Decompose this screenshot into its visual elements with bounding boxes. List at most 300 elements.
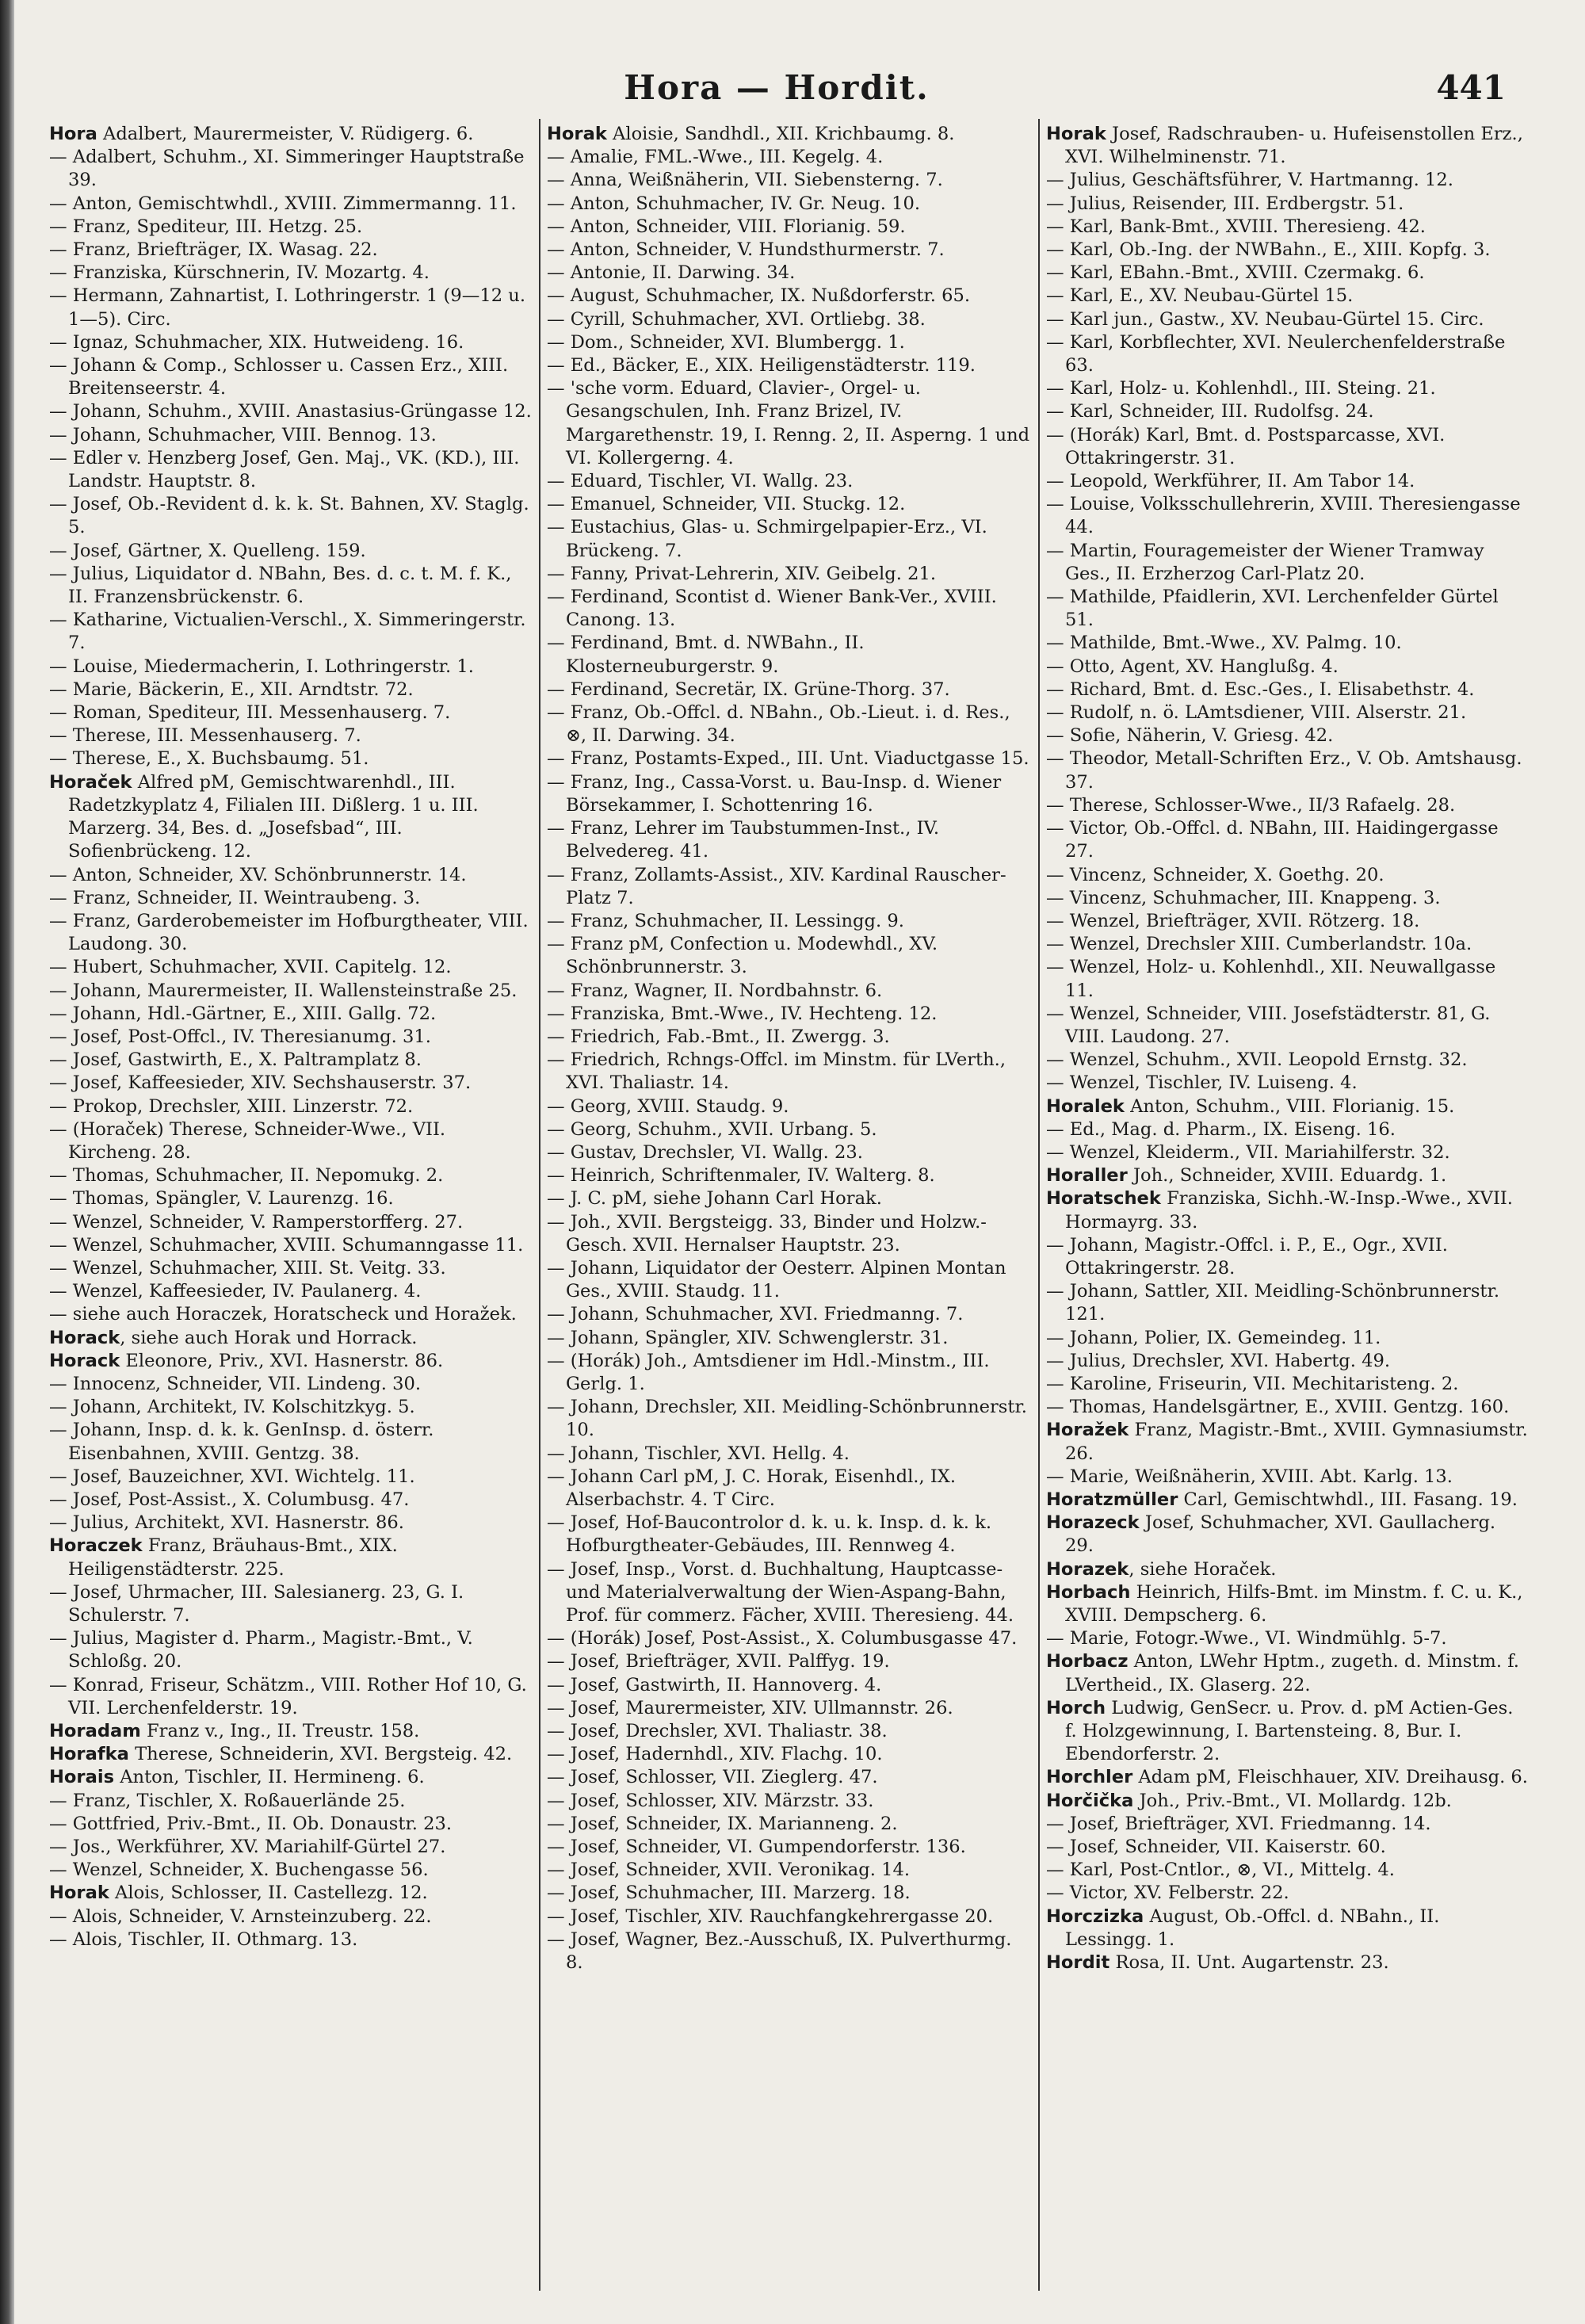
entry-text: Josef, Radschrauben- u. Hufeisenstollen Erz., XVI. Wilhelminenstr. 71. (1065, 124, 1523, 168)
directory-entry (547, 169, 1030, 192)
directory-entry (1046, 285, 1530, 308)
entry-text: — Anna, Weißnäherin, VII. Siebensterng. 7. (547, 170, 943, 191)
entry-text: — Friedrich, Fab.-Bmt., II. Zwergg. 3. (547, 1026, 890, 1047)
directory-entry (49, 1859, 533, 1882)
entry-text: — Vincenz, Schneider, X. Goethg. 20. (1046, 864, 1384, 885)
entry-text: — Johann, Maurermeister, II. Wallensteinstraße 25. (49, 980, 518, 1001)
entry-text: Franz, Bräuhaus-Bmt., XIX. Heiligenstädterstr. 225. (68, 1535, 398, 1580)
entry-text: — Johann, Tischler, XVI. Hellg. 4. (547, 1443, 850, 1464)
entry-text: — Karl, Post-Cntlor., ⊗, VI., Mittelg. 4. (1046, 1860, 1395, 1881)
directory-entry (49, 864, 533, 887)
directory-entry (49, 609, 533, 655)
page-number: 441 (1436, 68, 1506, 107)
entry-text: — Johann, Schuhmacher, XVI. Friedmanng. 7. (547, 1304, 964, 1325)
entry-text: — Wenzel, Schneider, VIII. Josefstädterstr. 81, G. VIII. Laudong. 27. (1046, 1003, 1491, 1047)
entry-headword: Horack (49, 1350, 120, 1371)
entry-text: — Johann & Comp., Schlosser u. Cassen Erz., XIII. Breitenseerstr. 4. (49, 355, 509, 399)
entry-headword: Horažek (1046, 1420, 1129, 1441)
entry-text: — Johann, Sattler, XII. Meidling-Schönbrunnerstr. 121. (1046, 1281, 1500, 1325)
directory-entry (1046, 678, 1530, 701)
entry-text: — Gustav, Drechsler, VI. Wallg. 23. (547, 1141, 863, 1163)
directory-entry (49, 1003, 533, 1026)
entry-text: — Josef, Schlosser, VII. Zieglerg. 47. (547, 1767, 878, 1788)
entry-text: — Josef, Maurermeister, XIV. Ullmannstr. 26. (547, 1697, 953, 1718)
entry-text: — Victor, XV. Felberstr. 22. (1046, 1883, 1289, 1904)
entry-headword: Horaček (49, 771, 132, 793)
directory-entry (547, 864, 1030, 910)
directory-entry (49, 1928, 533, 1951)
entry-text: — Cyrill, Schuhmacher, XVI. Ortliebg. 38. (547, 308, 926, 330)
directory-entry (547, 980, 1030, 1003)
directory-entry (49, 1535, 533, 1581)
entry-text: — Josef, Wagner, Bez.-Ausschuß, IX. Pulverthurmg. 8. (547, 1928, 1012, 1974)
entry-text: — Johann, Hdl.-Gärtner, E., XIII. Gallg. 72. (49, 1003, 437, 1024)
entry-text: — Julius, Reisender, III. Erdbergstr. 51. (1046, 193, 1404, 214)
directory-entry (1046, 632, 1530, 655)
directory-entry (49, 1049, 533, 1072)
entry-headword: Horatzmüller (1046, 1489, 1178, 1510)
directory-entry (547, 1466, 1030, 1512)
entry-text: Heinrich, Hilfs-Bmt. im Minstm. f. C. u. K., XVIII. Dempscherg. 6. (1065, 1581, 1523, 1626)
entry-text: — Thomas, Schuhmacher, II. Nepomukg. 2. (49, 1165, 444, 1187)
entry-text: — Josef, Ob.-Revident d. k. k. St. Bahnen, XV. Staglg. 5. (49, 494, 529, 538)
entry-text: Franz, Magistr.-Bmt., XVIII. Gymnasiumstr. 26. (1065, 1420, 1528, 1464)
entry-text: — August, Schuhmacher, IX. Nußdorferstr. 65. (547, 285, 971, 307)
entry-text: — Franz, Briefträger, IX. Wasag. 22. (49, 239, 378, 261)
directory-entry (49, 1095, 533, 1118)
entry-text: — Roman, Spediteur, III. Messenhauserg. 7. (49, 702, 451, 724)
entry-text: Aloisie, Sandhdl., XII. Krichbaumg. 8. (606, 124, 955, 144)
entry-text: — Johann, Magistr.-Offcl. i. P., E., Ogr., XVII. Ottakringerstr. 28. (1046, 1234, 1448, 1279)
directory-entry (49, 563, 533, 609)
entry-text: — Franz, Lehrer im Taubstummen-Inst., IV. Belvedereg. 41. (547, 818, 940, 862)
entry-text: — Therese, E., X. Buchsbaumg. 51. (49, 748, 369, 770)
entry-headword: Horczizka (1046, 1905, 1144, 1927)
entry-text: — Josef, Insp., Vorst. d. Buchhaltung, Hauptcasse- und Materialverwaltung der Wien-Aspang-Bahn, Prof. für commerz. Fächer, XVIII. Theresieng. 44. (547, 1558, 1014, 1626)
directory-entry (49, 1627, 533, 1673)
directory-entry (1046, 1813, 1530, 1836)
directory-entry (1046, 747, 1530, 793)
entry-text: — Josef, Kaffeesieder, XIV. Sechshauserstr. 37. (49, 1072, 472, 1094)
directory-entry (547, 1350, 1030, 1396)
directory-entry (547, 1211, 1030, 1257)
directory-entry (1046, 308, 1530, 331)
directory-entry (547, 1003, 1030, 1026)
directory-entry (547, 1512, 1030, 1558)
entry-text: — Fanny, Privat-Lehrerin, XIV. Geibelg. 21. (547, 563, 937, 584)
directory-entry (547, 771, 1030, 817)
entry-text: — Josef, Uhrmacher, III. Salesianerg. 23, G. I. Schulerstr. 7. (49, 1581, 464, 1626)
directory-entry (49, 146, 533, 192)
entry-text: Josef, Schuhmacher, XVI. Gaullacherg. 29. (1065, 1512, 1496, 1557)
entry-text: — Joh., XVII. Bergsteigg. 33, Binder und Holzw.-Gesch. XVII. Hernalser Hauptstr. 23. (547, 1211, 987, 1256)
directory-entry (49, 656, 533, 678)
directory-entry (49, 1327, 533, 1350)
entry-text: — Konrad, Friseur, Schätzm., VIII. Rother Hof 10, G. VII. Lerchenfelderstr. 19. (49, 1674, 527, 1718)
directory-entry (49, 1303, 533, 1326)
directory-entry (1046, 1234, 1530, 1280)
directory-entry (547, 1443, 1030, 1466)
directory-entry (1046, 701, 1530, 724)
directory-entry (1046, 216, 1530, 239)
entry-headword: Horčička (1046, 1790, 1134, 1811)
entry-text: — Johann Carl pM, J. C. Horak, Eisenhdl., IX. Alserbachstr. 4. T Circ. (547, 1466, 957, 1510)
directory-entry (547, 747, 1030, 770)
directory-entry (49, 1118, 533, 1164)
directory-entry (547, 678, 1030, 701)
entry-text: — Josef, Hof-Baucontrolor d. k. u. k. Insp. d. k. k. Hofburgtheater-Gebäudes, III. Rennweg 4. (547, 1512, 992, 1557)
entry-headword: Horak (49, 1883, 109, 1904)
entry-text: , siehe Horaček. (1129, 1558, 1277, 1580)
entry-text: — 'sche vorm. Eduard, Clavier-, Orgel- u. Gesangschulen, Inh. Franz Brizel, IV. Margarethenstr. 19, I. Renng. 2, II. Asperng. 1 und VI. Kollergerng. 4. (547, 378, 1030, 468)
entry-text: — (Horák) Karl, Bmt. d. Postsparcasse, XVI. Ottakringerstr. 31. (1046, 424, 1446, 468)
directory-entry (547, 1095, 1030, 1118)
entry-text: August, Ob.-Offcl. d. NBahn., II. Lessingg. 1. (1065, 1905, 1440, 1950)
directory-entry (547, 193, 1030, 216)
entry-text: — Emanuel, Schneider, VII. Stuckg. 12. (547, 494, 906, 515)
entry-text: — Friedrich, Rchngs-Offcl. im Minstm. für LVerth., XVI. Thaliastr. 14. (547, 1049, 1006, 1094)
directory-entry (547, 701, 1030, 747)
entry-text: — Edler v. Henzberg Josef, Gen. Maj., VK. (KD.), III. Landstr. Hauptstr. 8. (49, 447, 520, 492)
entry-text: — Josef, Gärtner, X. Quelleng. 159. (49, 540, 366, 561)
entry-text: — Victor, Ob.-Offcl. d. NBahn, III. Haidingergasse 27. (1046, 818, 1499, 862)
directory-entry (49, 1350, 533, 1373)
entry-headword: Hordit (1046, 1952, 1110, 1974)
directory-entry (49, 1257, 533, 1280)
directory-entry (1046, 1790, 1530, 1813)
entry-text: — Johann, Schuhmacher, VIII. Bennog. 13. (49, 424, 437, 445)
entry-text: — Sofie, Näherin, V. Griesg. 42. (1046, 725, 1334, 747)
directory-entry (1046, 239, 1530, 262)
entry-text: — Alois, Schneider, V. Arnsteinzuberg. 22. (49, 1905, 432, 1927)
directory-entry (1046, 724, 1530, 747)
entry-text: — Wenzel, Schneider, V. Ramperstorfferg. 27. (49, 1211, 464, 1233)
directory-entry (547, 1766, 1030, 1789)
entry-text: Alois, Schlosser, II. Castellezg. 12. (109, 1883, 428, 1904)
directory-entry (547, 1141, 1030, 1164)
entry-text: — J. C. pM, siehe Johann Carl Horak. (547, 1188, 882, 1210)
entry-text: — (Horák) Joh., Amtsdiener im Hdl.-Minstm., III. Gerlg. 1. (547, 1350, 990, 1394)
entry-text: — Amalie, FML.-Wwe., III. Kegelg. 4. (547, 147, 884, 168)
entry-text: — Josef, Briefträger, XVI. Friedmanng. 14. (1046, 1813, 1431, 1834)
directory-entry (547, 1928, 1030, 1974)
entry-text: — Franz, Garderobemeister im Hofburgtheater, VIII. Laudong. 30. (49, 910, 529, 955)
directory-entry (49, 1836, 533, 1859)
directory-entry (1046, 1187, 1530, 1233)
entry-text: — Josef, Schuhmacher, III. Marzerg. 18. (547, 1883, 911, 1904)
directory-entry (1046, 1466, 1530, 1489)
entry-text: — Georg, XVIII. Staudg. 9. (547, 1095, 789, 1117)
entry-text: — Wenzel, Schneider, X. Buchengasse 56. (49, 1860, 429, 1881)
directory-entry (547, 262, 1030, 285)
directory-entry (49, 1813, 533, 1836)
directory-entry (49, 193, 533, 216)
entry-text: — Wenzel, Kaffeesieder, IV. Paulanerg. 4. (49, 1281, 422, 1302)
entry-text: — Franz, Tischler, X. Roßauerlände 25. (49, 1790, 406, 1811)
entry-text: — Johann, Insp. d. k. k. GenInsp. d. österr. Eisenbahnen, XVIII. Gentzg. 38. (49, 1420, 434, 1464)
entry-text: — Martin, Fouragemeister der Wiener Tramway Ges., II. Erzherzog Carl-Platz 20. (1046, 540, 1484, 584)
entry-text: — Josef, Gastwirth, E., X. Paltramplatz 8. (49, 1049, 422, 1071)
directory-entry (1046, 1350, 1530, 1373)
entry-text: — Josef, Schneider, VI. Gumpendorferstr. 136. (547, 1837, 966, 1858)
directory-entry (1046, 1650, 1530, 1696)
directory-entry (547, 1882, 1030, 1905)
directory-entry (1046, 1697, 1530, 1767)
entry-text: — Julius, Architekt, XVI. Hasnerstr. 86. (49, 1512, 404, 1534)
entry-text: — Karoline, Friseurin, VII. Mechitaristeng. 2. (1046, 1373, 1459, 1394)
entry-text: — Franziska, Bmt.-Wwe., IV. Hechteng. 12. (547, 1003, 938, 1024)
entry-text: — Wenzel, Kleiderm., VII. Mariahilferstr. 32. (1046, 1141, 1450, 1163)
directory-entry (1046, 1118, 1530, 1141)
directory-entry (49, 123, 533, 146)
directory-entry (547, 563, 1030, 586)
directory-entry (1046, 933, 1530, 956)
directory-entry (547, 1257, 1030, 1303)
entry-headword: Horbach (1046, 1581, 1131, 1603)
entry-headword: Horazeck (1046, 1512, 1140, 1534)
directory-entry (547, 377, 1030, 470)
directory-entry (49, 1720, 533, 1743)
directory-entry (1046, 1280, 1530, 1326)
directory-entry (547, 1836, 1030, 1859)
entry-text: — Adalbert, Schuhm., XI. Simmeringer Hauptstraße 39. (49, 147, 525, 191)
entry-text: — Mathilde, Bmt.-Wwe., XV. Palmg. 10. (1046, 633, 1402, 654)
directory-entry (49, 331, 533, 354)
directory-entry (49, 1674, 533, 1720)
directory-entry (49, 1743, 533, 1766)
entry-text: — Karl, Schneider, III. Rudolfsg. 24. (1046, 401, 1374, 422)
entry-text: — Ferdinand, Scontist d. Wiener Bank-Ver., XVIII. Canong. 13. (547, 587, 997, 631)
entry-text: — Rudolf, n. ö. LAmtsdiener, VIII. Alserstr. 21. (1046, 702, 1467, 724)
directory-entry (49, 771, 533, 864)
directory-entry (547, 216, 1030, 239)
directory-entry (49, 1026, 533, 1049)
entry-text: — Katharine, Victualien-Verschl., X. Simmeringerstr. 7. (49, 610, 526, 654)
directory-entry (49, 1072, 533, 1095)
directory-entry (547, 470, 1030, 493)
entry-text: — Josef, Post-Assist., X. Columbusg. 47. (49, 1489, 410, 1510)
directory-entry (49, 1396, 533, 1419)
directory-entry (49, 1489, 533, 1512)
directory-entry (547, 1813, 1030, 1836)
directory-entry (547, 1396, 1030, 1442)
entry-text: — Eduard, Tischler, VI. Wallg. 23. (547, 471, 854, 492)
entry-text: — Louise, Volksschullehrerin, XVIII. Theresiengasse 44. (1046, 494, 1521, 538)
directory-entry (1046, 1558, 1530, 1581)
entry-text: — Georg, Schuhm., XVII. Urbang. 5. (547, 1118, 877, 1140)
directory-entry (49, 424, 533, 447)
directory-entry (49, 262, 533, 285)
entry-headword: Horchler (1046, 1767, 1133, 1788)
entry-text: — Wenzel, Schuhmacher, XVIII. Schumanngasse 11. (49, 1234, 524, 1256)
entry-text: — Franz pM, Confection u. Modewhdl., XV. Schönbrunnerstr. 3. (547, 934, 938, 978)
directory-entry (547, 123, 1030, 146)
directory-entry (49, 216, 533, 239)
directory-entry (49, 1373, 533, 1396)
directory-entry (1046, 1373, 1530, 1396)
entry-text: — Franziska, Kürschnerin, IV. Mozartg. 4. (49, 262, 430, 284)
entry-text: — Josef, Schneider, IX. Marianneng. 2. (547, 1813, 898, 1834)
directory-entry (547, 1118, 1030, 1141)
directory-entry (49, 956, 533, 979)
entry-headword: Horazek (1046, 1558, 1129, 1580)
directory-entry (547, 1327, 1030, 1350)
entry-text: — Richard, Bmt. d. Esc.-Ges., I. Elisabethstr. 4. (1046, 678, 1475, 700)
entry-text: — Ignaz, Schuhmacher, XIX. Hutweideng. 16. (49, 331, 464, 353)
entry-text: — Josef, Schneider, XVII. Veronikag. 14. (547, 1860, 910, 1881)
directory-entry (547, 1558, 1030, 1628)
directory-entry (1046, 1905, 1530, 1951)
entry-text: — Johann, Polier, IX. Gemeindeg. 11. (1046, 1327, 1381, 1348)
entry-text: — Franz, Schneider, II. Weintraubeng. 3. (49, 887, 421, 908)
entry-text: — (Horaček) Therese, Schneider-Wwe., VII. Kircheng. 28. (49, 1118, 446, 1163)
directory-entry (49, 1466, 533, 1489)
entry-headword: Horaller (1046, 1165, 1128, 1187)
entry-text: — Hermann, Zahnartist, I. Lothringerstr. 1 (9—12 u. 1—5). Circ. (49, 285, 525, 330)
directory-entry (1046, 887, 1530, 910)
entry-headword: Horak (547, 124, 607, 144)
directory-entry (49, 887, 533, 910)
directory-entry (1046, 1836, 1530, 1859)
entry-text: — Josef, Briefträger, XVII. Palffyg. 19. (547, 1651, 890, 1672)
entry-text: — Julius, Drechsler, XVI. Habertg. 49. (1046, 1350, 1391, 1371)
entry-text: Carl, Gemischtwhdl., III. Fasang. 19. (1178, 1489, 1518, 1510)
column-2 (547, 123, 1030, 2295)
directory-entry (547, 1026, 1030, 1049)
entry-text: Eleonore, Priv., XVI. Hasnerstr. 86. (120, 1350, 444, 1371)
entry-text: — Ferdinand, Bmt. d. NWBahn., II. Klosterneuburgerstr. 9. (547, 633, 865, 677)
entry-text: — Mathilde, Pfaidlerin, XVI. Lerchenfelder Gürtel 51. (1046, 587, 1499, 631)
entry-headword: Horalek (1046, 1095, 1125, 1117)
directory-entry (547, 817, 1030, 863)
directory-entry (49, 1766, 533, 1789)
entry-text: — Therese, III. Messenhauserg. 7. (49, 725, 361, 747)
entry-text: — Jos., Werkführer, XV. Mariahilf-Gürtel 27. (49, 1837, 446, 1858)
entry-text: — Eustachius, Glas- u. Schmirgelpapier-Erz., VI. Brückeng. 7. (547, 517, 987, 561)
entry-text: — Anton, Schneider, XV. Schönbrunnerstr. 14. (49, 864, 467, 885)
entry-headword: Horch (1046, 1697, 1106, 1718)
directory-entry (49, 239, 533, 262)
directory-entry (1046, 1049, 1530, 1072)
entry-headword: Horbacz (1046, 1651, 1129, 1672)
entry-text: — (Horák) Josef, Post-Assist., X. Columbusgasse 47. (547, 1628, 1018, 1649)
entry-text: — Anton, Schuhmacher, IV. Gr. Neug. 10. (547, 193, 921, 214)
directory-entry (49, 1280, 533, 1303)
directory-entry (1046, 1581, 1530, 1627)
entry-text: Ludwig, GenSecr. u. Prov. d. pM Actien-Ges. f. Holzgewinnung, I. Bartensteing. 8, Bur. I. Ebendorferstr. 2. (1065, 1697, 1514, 1765)
entry-text: — Louise, Miedermacherin, I. Lothringerstr. 1. (49, 656, 474, 677)
directory-entry (547, 1674, 1030, 1697)
directory-entry (1046, 1951, 1530, 1974)
entry-text: — Johann, Spängler, XIV. Schwenglerstr. 31. (547, 1327, 949, 1348)
directory-entry (1046, 864, 1530, 887)
entry-text: — Marie, Fotogr.-Wwe., VI. Windmühlg. 5-7. (1046, 1628, 1447, 1649)
entry-text: — Franz, Schuhmacher, II. Lessingg. 9. (547, 910, 904, 931)
entry-text: — Franz, Wagner, II. Nordbahnstr. 6. (547, 980, 883, 1001)
directory-entry (1046, 956, 1530, 1002)
directory-entry (49, 285, 533, 331)
entry-headword: Horais (49, 1767, 115, 1788)
entry-text: — Josef, Drechsler, XVI. Thaliastr. 38. (547, 1721, 888, 1742)
column-1 (49, 123, 533, 2295)
directory-entry (547, 1049, 1030, 1095)
entry-headword: Horak (1046, 124, 1106, 144)
directory-entry (49, 1905, 533, 1928)
directory-entry (547, 1650, 1030, 1673)
directory-entry (1046, 1627, 1530, 1650)
directory-entry (547, 354, 1030, 377)
entry-text: — siehe auch Horaczek, Horatscheck und Horažek. (49, 1304, 517, 1325)
column-3 (1046, 123, 1530, 2295)
entry-text: — Therese, Schlosser-Wwe., II/3 Rafaelg. 28. (1046, 794, 1456, 816)
directory-entry (49, 678, 533, 701)
directory-entry (1046, 193, 1530, 216)
entry-text: — Johann, Architekt, IV. Kolschitzkyg. 5. (49, 1397, 415, 1418)
directory-entry (49, 447, 533, 493)
entry-text: — Franz, Zollamts-Assist., XIV. Kardinal Rauscher-Platz 7. (547, 864, 1006, 908)
directory-entry (547, 586, 1030, 632)
entry-text: — Antonie, II. Darwing. 34. (547, 262, 796, 284)
directory-entry (1046, 1419, 1530, 1465)
entry-text: — Alois, Tischler, II. Othmarg. 13. (49, 1928, 358, 1950)
entry-text: — Karl, Holz- u. Kohlenhdl., III. Steing. 21. (1046, 378, 1436, 399)
directory-entry (547, 285, 1030, 308)
entry-text: Franz v., Ing., II. Treustr. 158. (140, 1721, 420, 1742)
entry-text: — Julius, Liquidator d. NBahn, Bes. d. c. t. M. f. K., II. Franzensbrückenstr. 6. (49, 563, 512, 608)
directory-entry (1046, 377, 1530, 400)
entry-text: Adalbert, Maurermeister, V. Rüdigerg. 6. (97, 124, 474, 144)
directory-entry (547, 331, 1030, 354)
entry-text: — Franz, Postamts-Exped., III. Unt. Viaductgasse 15. (547, 748, 1029, 770)
entry-text: — Franz, Spediteur, III. Hetzg. 25. (49, 216, 363, 237)
entry-text: — Karl, Ob.-Ing. der NWBahn., E., XIII. Kopfg. 3. (1046, 239, 1491, 261)
directory-entry (1046, 586, 1530, 632)
directory-entry (49, 400, 533, 423)
directory-entry (49, 1187, 533, 1210)
directory-entry (547, 1720, 1030, 1743)
directory-entry (1046, 1164, 1530, 1187)
directory-entry (1046, 1396, 1530, 1419)
book-gutter (0, 0, 14, 2324)
directory-entry (547, 1790, 1030, 1813)
directory-entry (547, 516, 1030, 562)
directory-entry (547, 1303, 1030, 1326)
entry-text: — Wenzel, Drechsler XIII. Cumberlandstr. 10a. (1046, 934, 1472, 955)
page-header (48, 68, 1506, 116)
entry-text: — Josef, Gastwirth, II. Hannoverg. 4. (547, 1674, 882, 1695)
entry-text: Joh., Schneider, XVIII. Eduardg. 1. (1127, 1165, 1447, 1187)
directory-entry (1046, 1003, 1530, 1049)
directory-entry (547, 910, 1030, 933)
directory-entry (49, 1790, 533, 1813)
entry-text: — Anton, Schneider, V. Hundsthurmerstr. 7. (547, 239, 945, 261)
entry-text: Rosa, II. Unt. Augartenstr. 23. (1110, 1952, 1389, 1974)
entry-text: — Wenzel, Schuhmacher, XIII. St. Veitg. 33. (49, 1257, 446, 1279)
directory-entry (49, 1882, 533, 1905)
entry-headword: Hora (49, 124, 97, 144)
directory-entry (49, 980, 533, 1003)
directory-entry (49, 910, 533, 956)
directory-entry (1046, 1095, 1530, 1118)
entry-headword: Horadam (49, 1721, 141, 1742)
directory-entry (49, 354, 533, 400)
entry-text: — Josef, Schlosser, XIV. Märzstr. 33. (547, 1790, 874, 1811)
directory-entry (1046, 1489, 1530, 1512)
directory-entry (1046, 262, 1530, 285)
directory-entry (1046, 540, 1530, 586)
entry-text: — Karl, EBahn.-Bmt., XVIII. Czermakg. 6. (1046, 262, 1425, 284)
directory-entry (1046, 1072, 1530, 1095)
